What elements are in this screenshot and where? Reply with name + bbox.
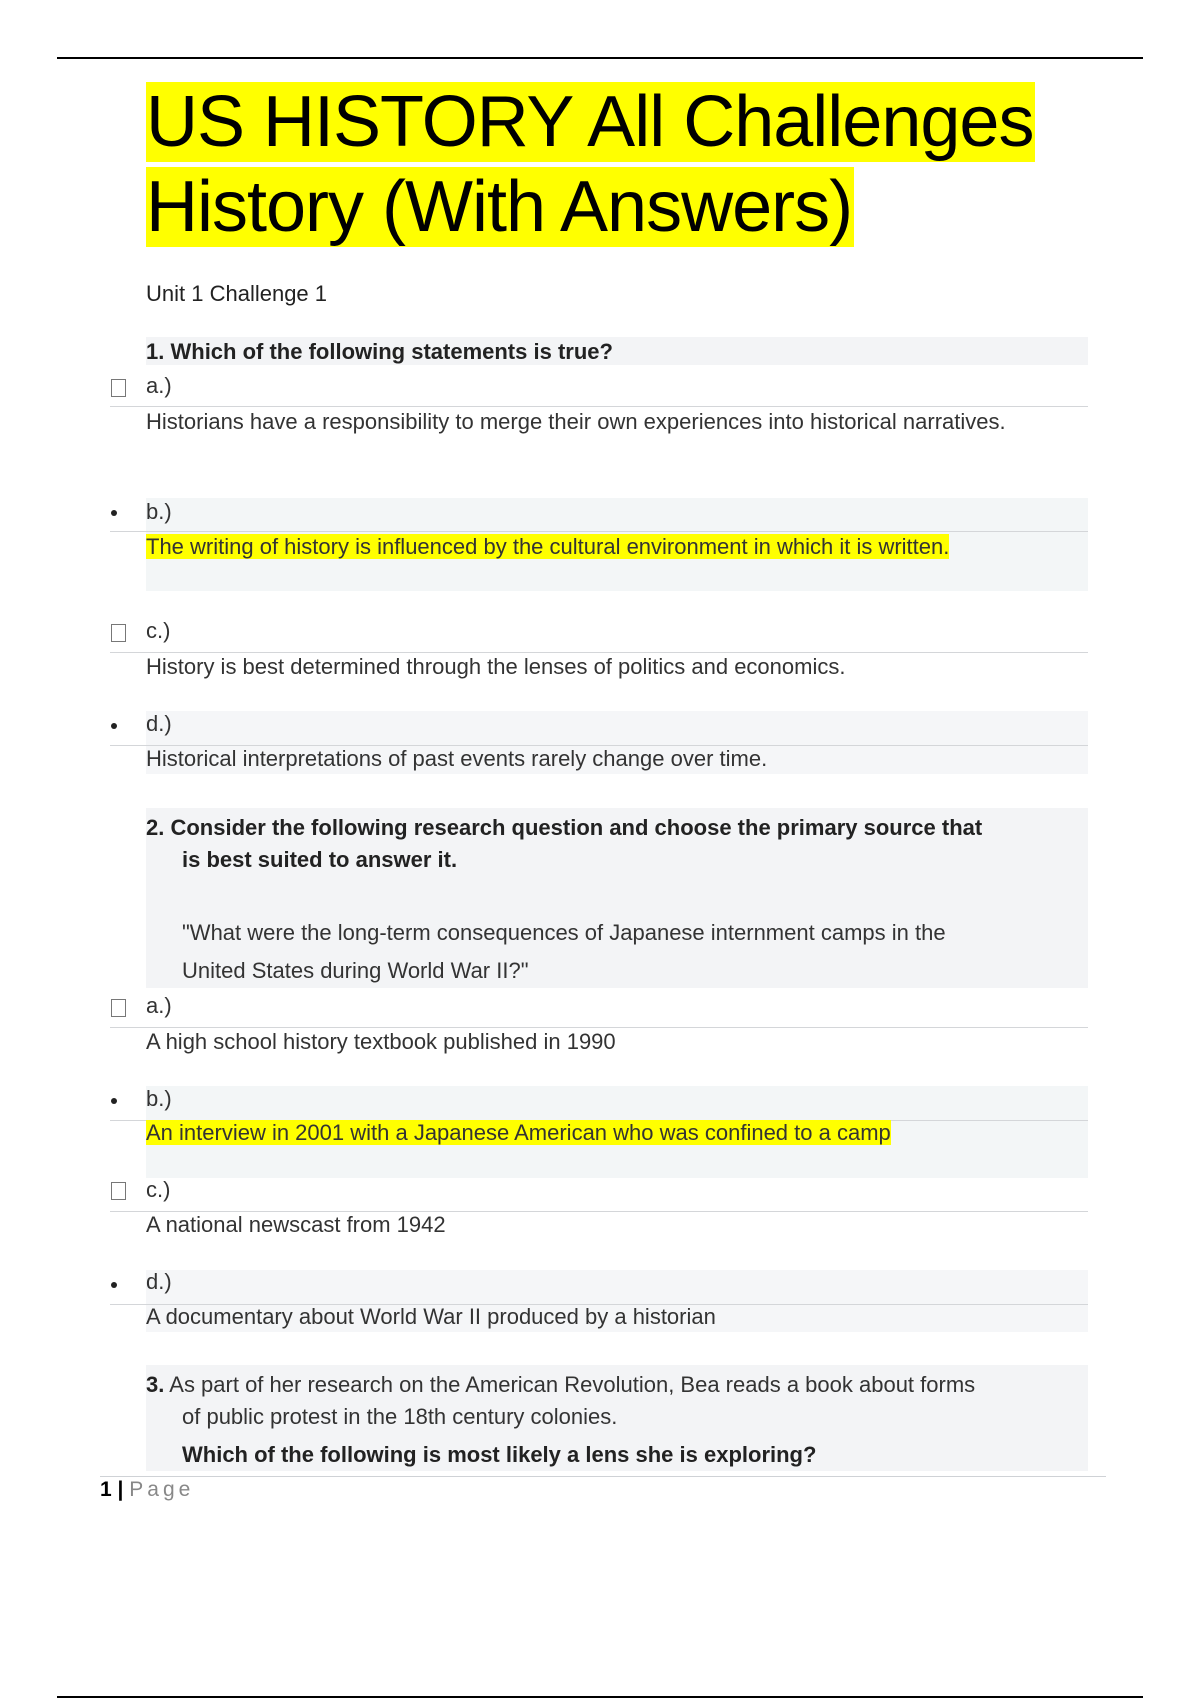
question-2-quote-line-1: "What were the long-term consequences of Japanese internment camps in the: [182, 920, 946, 945]
option-2d-text: A documentary about World War II produced by a historian: [146, 1304, 716, 1329]
option-2c-text: A national newscast from 1942: [146, 1212, 446, 1237]
option-1b-letter: b.): [146, 499, 172, 524]
option-bullet[interactable]: [111, 1282, 117, 1288]
page-separator: |: [117, 1478, 124, 1501]
title-line-2: History (With Answers): [146, 167, 853, 247]
question-2-text-line-1: Consider the following research question and choose the primary source that: [170, 815, 983, 840]
question-1-number: 1.: [146, 339, 165, 364]
document-title: [146, 80, 1035, 250]
bottom-rule: [57, 1696, 1143, 1698]
question-2-text-line-2: is best suited to answer it.: [182, 847, 458, 872]
option-bullet[interactable]: [111, 510, 117, 516]
question-2-quote-line-2: United States during World War II?": [182, 958, 529, 983]
option-1c-text: History is best determined through the lenses of politics and economics.: [146, 654, 846, 679]
option-1b-text: [146, 530, 1086, 564]
answer-highlight: The writing of history is influenced by the cultural environment in which it is written.: [146, 534, 950, 559]
footer-rule: [100, 1476, 1106, 1477]
option-2b-text: [146, 1116, 1086, 1150]
option-2c-letter: c.): [146, 1177, 171, 1202]
option-2b-letter: b.): [146, 1086, 172, 1111]
option-2d-letter: d.): [146, 1269, 172, 1294]
option-2a-text: A high school history textbook published in 1990: [146, 1029, 616, 1054]
option-1d-text: Historical interpretations of past events rarely change over time.: [146, 746, 768, 771]
title-line-1: US HISTORY All Challenges: [146, 82, 1034, 162]
page-footer: [100, 1478, 194, 1502]
answer-highlight: An interview in 2001 with a Japanese American who was confined to a camp: [146, 1120, 891, 1145]
question-1-text: Which of the following statements is true?: [170, 339, 613, 364]
option-checkbox[interactable]: [111, 624, 126, 642]
question-1: [146, 339, 613, 365]
top-rule: [57, 57, 1143, 59]
option-checkbox[interactable]: [111, 1182, 126, 1200]
option-1d-letter: d.): [146, 711, 172, 736]
option-1a-text: Historians have a responsibility to merge their own experiences into historical narratives.: [146, 409, 1006, 434]
option-2a-letter: a.): [146, 993, 172, 1018]
option-bullet[interactable]: [111, 1098, 117, 1104]
option-checkbox[interactable]: [111, 999, 126, 1017]
page-number: 1: [100, 1478, 112, 1501]
question-3-text-line-2: of public protest in the 18th century colonies.: [182, 1404, 618, 1429]
question-3-text-line-3: Which of the following is most likely a lens she is exploring?: [182, 1442, 817, 1467]
page-word: Page: [129, 1478, 195, 1501]
unit-heading: Unit 1 Challenge 1: [146, 281, 328, 306]
option-1a-letter: a.): [146, 373, 172, 398]
option-1c-letter: c.): [146, 618, 171, 643]
question-3-number: 3.: [146, 1372, 165, 1397]
option-bullet[interactable]: [111, 723, 117, 729]
question-3-text-line-1: As part of her research on the American Revolution, Bea reads a book about forms: [169, 1372, 976, 1397]
option-checkbox[interactable]: [111, 379, 126, 397]
question-2-number: 2.: [146, 815, 165, 840]
